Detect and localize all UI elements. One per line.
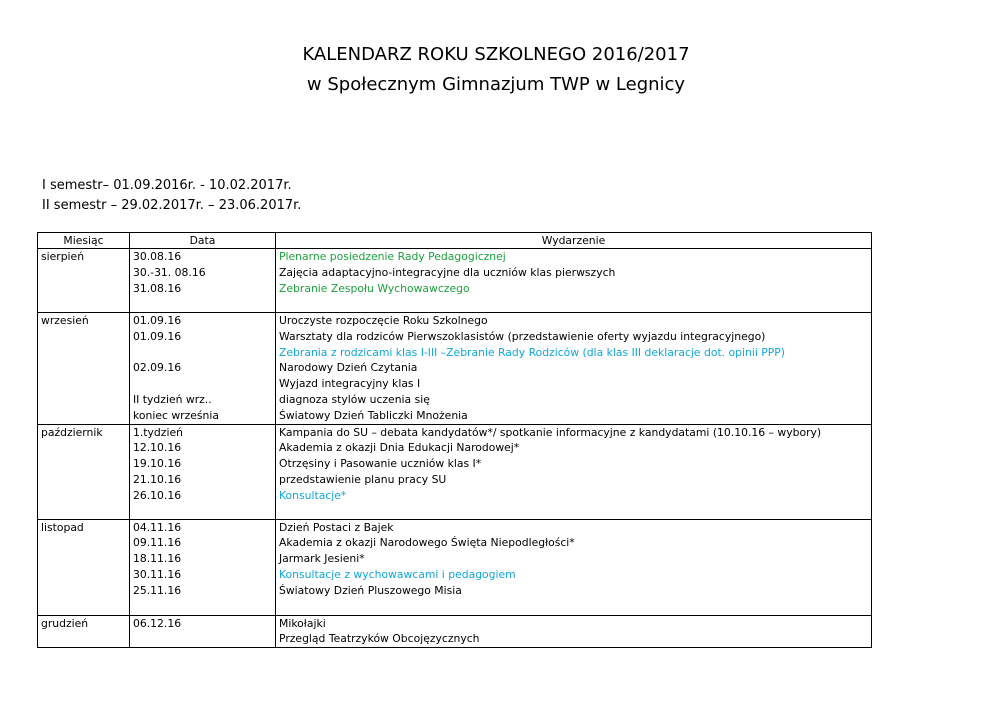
date-line: 1.tydzień [133, 425, 183, 439]
month-cell: sierpień [38, 249, 130, 313]
event-line: Konsultacje z wychowawcami i pedagogiem [279, 567, 516, 581]
date-line: 26.10.16 [133, 488, 182, 502]
date-cell [130, 519, 276, 615]
event-cell [276, 424, 872, 519]
date-line: 01.09.16 [133, 314, 182, 327]
event-line: Przegląd Teatrzyków Obcojęzycznych [279, 632, 480, 646]
table-row [38, 313, 872, 425]
date-line [133, 376, 275, 392]
event-line: Jarmark Jesieni* [279, 552, 365, 566]
date-line: 18.11.16 [133, 552, 182, 566]
date-line: 04.11.16 [133, 520, 182, 534]
event-line: Światowy Dzień Pluszowego Misia [279, 583, 462, 597]
event-line: Zebranie Zespołu Wychowawczego [279, 281, 470, 295]
event-cell [276, 615, 872, 648]
date-line: koniec września [133, 408, 219, 422]
month-cell: listopad [38, 519, 130, 615]
date-cell [130, 313, 276, 425]
event-line: Konsultacje* [279, 488, 347, 502]
document-subtitle: w Społecznym Gimnazjum TWP w Legnicy [306, 74, 686, 95]
event-cell [276, 249, 872, 313]
date-line: 09.11.16 [133, 536, 182, 550]
date-line: 30.11.16 [133, 567, 182, 581]
event-line: Zebrania z rodzicami klas I-III –Zebranie Rady Rodziców (dla klas III deklaracje dot. opinii PPP) [279, 345, 786, 359]
date-line: 30.-31. 08.16 [133, 265, 206, 279]
date-line: 30.08.16 [133, 250, 182, 263]
header-event: Wydarzenie [276, 233, 872, 249]
table-row [38, 424, 872, 519]
table-row [38, 615, 872, 648]
event-line: Światowy Dzień Tabliczki Mnożenia [279, 408, 468, 422]
date-cell [130, 249, 276, 313]
event-line: Akademia z okazji Narodowego Święta Niepodległości* [279, 536, 575, 550]
event-cell [276, 313, 872, 425]
event-line: Dzień Postaci z Bajek [279, 520, 394, 534]
table-row [38, 249, 872, 313]
date-line: 12.10.16 [133, 441, 182, 455]
table-header-row [38, 233, 872, 249]
event-line: przedstawienie planu pracy SU [279, 472, 447, 486]
header-date: Data [130, 233, 276, 249]
date-line [133, 345, 275, 361]
date-line: 19.10.16 [133, 457, 182, 471]
event-line: diagnoza stylów uczenia się [279, 392, 430, 406]
event-line: Zajęcia adaptacyjno-integracyjne dla uczniów klas pierwszych [279, 265, 616, 279]
month-cell: grudzień [38, 615, 130, 648]
school-calendar-table [37, 232, 872, 648]
month-cell: wrzesień [38, 313, 130, 425]
event-line: Otrzęsiny i Pasowanie uczniów klas I* [279, 457, 482, 471]
event-line: Uroczyste rozpoczęcie Roku Szkolnego [279, 314, 488, 327]
event-line: Plenarne posiedzenie Rady Pedagogicznej [279, 250, 506, 263]
header-month: Miesiąc [38, 233, 130, 249]
event-line: Mikołajki [279, 616, 326, 630]
table-row [38, 519, 872, 615]
date-cell [130, 615, 276, 648]
month-cell: październik [38, 424, 130, 519]
date-line: 01.09.16 [133, 329, 182, 343]
event-line: Akademia z okazji Dnia Edukacji Narodowej* [279, 441, 520, 455]
event-line: Wyjazd integracyjny klas I [279, 377, 421, 391]
date-line: 21.10.16 [133, 472, 182, 486]
date-line: 25.11.16 [133, 583, 182, 597]
date-line: 31.08.16 [133, 281, 182, 295]
date-cell [130, 424, 276, 519]
second-semester-dates: II semestr – 29.02.2017r. – 23.06.2017r. [42, 198, 302, 213]
event-line: Kampania do SU – debata kandydatów*/ spotkanie informacyjne z kandydatami (10.10.16 – wybory) [279, 425, 822, 439]
date-line: 06.12.16 [133, 616, 182, 630]
date-line: 02.09.16 [133, 361, 182, 375]
date-line: II tydzień wrz.. [133, 392, 212, 406]
event-cell [276, 519, 872, 615]
first-semester-dates: I semestr– 01.09.2016r. - 10.02.2017r. [42, 178, 292, 193]
event-line: Narodowy Dzień Czytania [279, 361, 418, 375]
document-title: KALENDARZ ROKU SZKOLNEGO 2016/2017 [302, 44, 690, 65]
event-line: Warsztaty dla rodziców Pierwszoklasistów (przedstawienie oferty wyjazdu integracyjnego) [279, 329, 766, 343]
